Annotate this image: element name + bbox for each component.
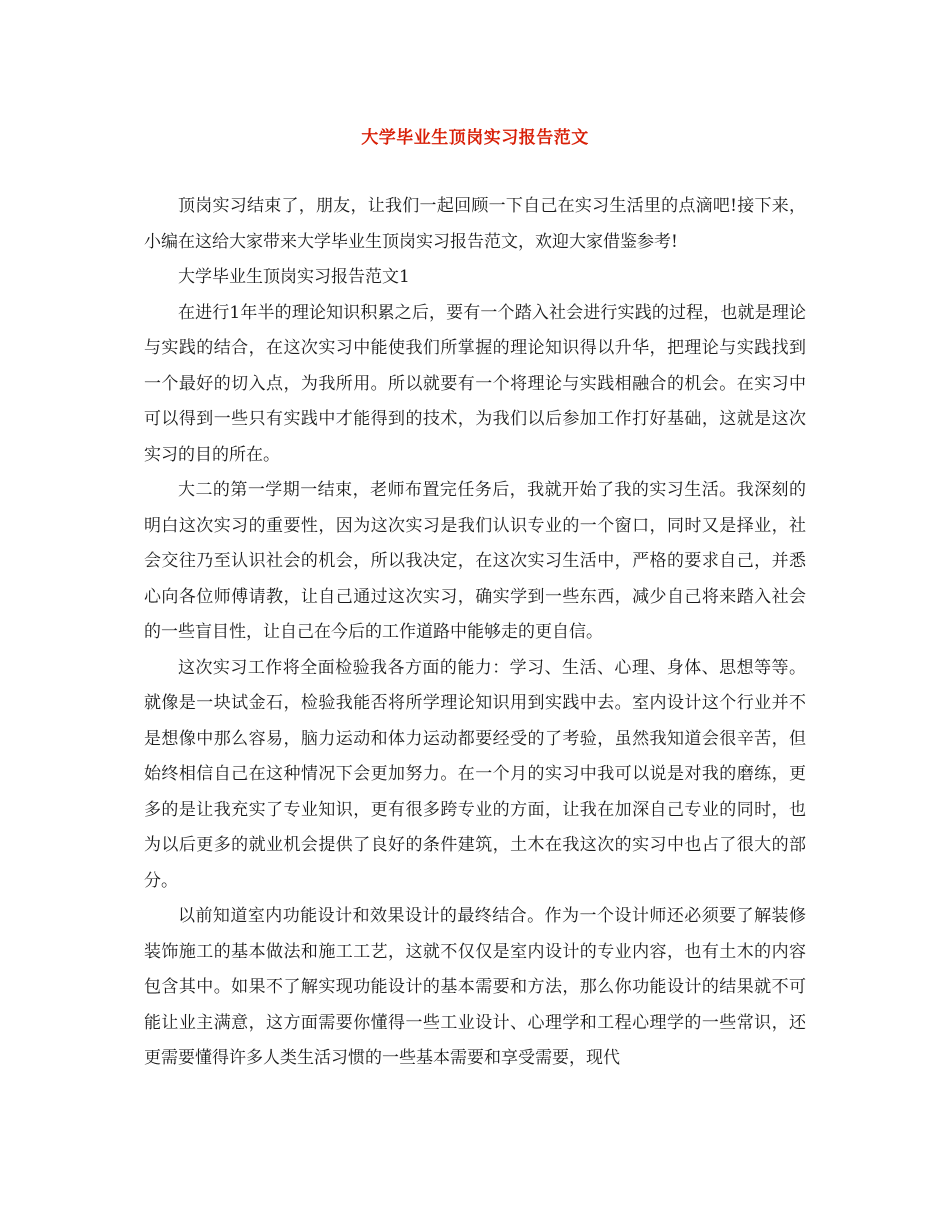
document-body — [144, 189, 806, 1077]
intro-paragraph: 顶岗实习结束了，朋友，让我们一起回顾一下自己在实习生活里的点滴吧!接下来，小编在这给大家带来大学毕业生顶岗实习报告范文，欢迎大家借鉴参考! — [144, 196, 806, 252]
section-heading: 大学毕业生顶岗实习报告范文1 — [178, 267, 410, 287]
body-paragraph: 以前知道室内功能设计和效果设计的最终结合。作为一个设计师还必须要了解装修装饰施工的基本做法和施工工艺，这就不仅仅是室内设计的专业内容，也有土木的内容包含其中。如果不了解实现功能设计的基本需要和方法，那么你功能设计的结果就不可能让业主满意，这方面需要你懂得一些工业设计、心理学和工程心理学的一些常识，还更需要懂得许多人类生活习惯的一些基本需要和享受需要，现代 — [144, 906, 806, 1068]
document-title: 大学毕业生顶岗实习报告范文 — [361, 128, 589, 148]
body-paragraph: 在进行1年半的理论知识积累之后，要有一个踏入社会进行实践的过程，也就是理论与实践的结合，在这次实习中能使我们所掌握的理论知识得以升华，把理论与实践找到一个最好的切入点，为我所用。所以就要有一个将理论与实践相融合的机会。在实习中可以得到一些只有实践中才能得到的技术，为我们以后参加工作打好基础，这就是这次实习的目的所在。 — [144, 302, 806, 465]
body-paragraph: 大二的第一学期一结束，老师布置完任务后，我就开始了我的实习生活。我深刻的明白这次实习的重要性，因为这次实习是我们认识专业的一个窗口，同时又是择业，社会交往乃至认识社会的机会，所以我决定，在这次实习生活中，严格的要求自己，并悉心向各位师傅请教，让自己通过这次实习，确实学到一些东西，减少自己将来踏入社会的一些盲目性，让自己在今后的工作道路中能够走的更自信。 — [144, 480, 806, 642]
body-paragraph: 这次实习工作将全面检验我各方面的能力：学习、生活、心理、身体、思想等等。就像是一块试金石，检验我能否将所学理论知识用到实践中去。室内设计这个行业并不是想像中那么容易，脑力运动和体力运动都要经受的了考验，虽然我知道会很辛苦，但始终相信自己在这种情况下会更加努力。在一个月的实习中我可以说是对我的磨练，更多的是让我充实了专业知识，更有很多跨专业的方面，让我在加深自己专业的同时，也为以后更多的就业机会提供了良好的条件建筑，土木在我这次的实习中也占了很大的部分。 — [144, 657, 806, 891]
